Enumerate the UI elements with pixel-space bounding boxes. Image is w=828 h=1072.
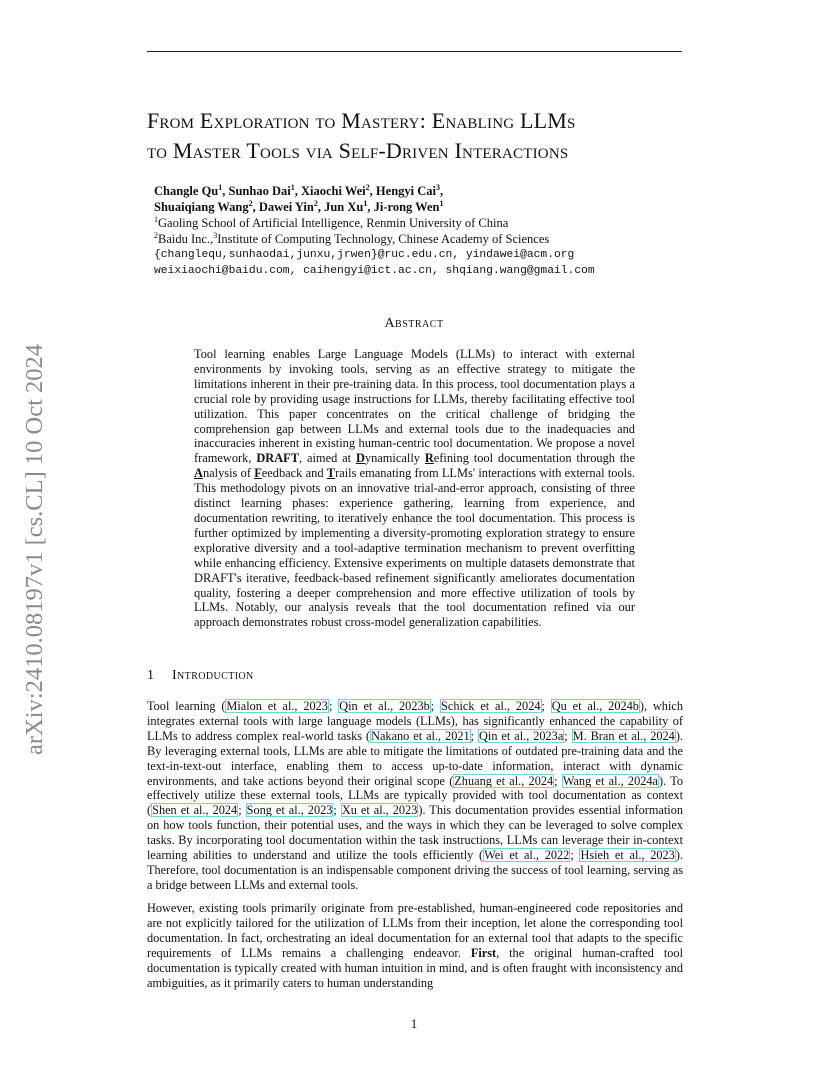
author-name: Dawei Yin xyxy=(258,200,314,214)
author-name: Xiaochi Wei xyxy=(300,184,366,198)
author-name: Sunhao Dai xyxy=(228,184,291,198)
affil-mark: 3 xyxy=(436,182,440,192)
intro-paragraph-2 xyxy=(147,901,683,990)
citation-link[interactable]: Schick et al., 2024 xyxy=(441,699,541,713)
affil-mark: 2 xyxy=(365,182,370,192)
body-text: ; xyxy=(570,848,580,863)
citation-link[interactable]: Shen et al., 2024 xyxy=(152,803,238,818)
email-line-1: {changlequ,sunhaodai,junxu,jrwen}@ruc.edu.cn, yindawei@acm.org xyxy=(154,249,575,261)
body-text: However, existing tools primarily originate from pre-established, human-engineered code repositories and are not explicitly tailored for the utilization of LLMs from their inception, let alone the corresponding tool documentation. In fact, orchestrating an ideal documentation for an external tool that adapts to the specific requirements of LLMs remains a challenging endeavor. xyxy=(147,901,683,960)
body-text: Tool learning ( xyxy=(147,699,226,713)
body-text: ). Therefore, tool documentation is an indispensable component driving the success of tool learning, serving as a bridge between LLMs and external tools. xyxy=(147,848,684,892)
affiliation-text: Baidu Inc., xyxy=(158,232,214,246)
citation-link[interactable]: Qu et al., 2024b xyxy=(551,699,639,713)
body-text: ). This documentation provides essential information on how tools function, their potential uses, and the ways in which they can be leveraged to solve complex tasks. By incorporating tool documentation within the task instructions, LLMs can leverage their in-context learning abilities to understand and utilize the tools efficiently ( xyxy=(147,803,683,863)
author-name: Jun Xu xyxy=(324,200,364,214)
acronym-letter: T xyxy=(326,466,336,481)
body-text: , the original human-crafted tool documentation is typically created with human intuition in mind, and is often fraught with inconsistency and ambiguities, as it primarily caters to human understanding xyxy=(147,945,684,990)
citation-link[interactable]: Zhuang et al., 2024 xyxy=(454,773,554,788)
title-line-2: to Master Tools via Self-Driven Interactions xyxy=(147,138,569,163)
author-line-2: Shuaiqiang Wang$^2$, Dawei Yin$^2$, Jun Xu$^1$, Ji-rong Wen$^1$ xyxy=(154,198,444,214)
citation-link[interactable]: Hsieh et al., 2023 xyxy=(580,848,675,863)
affiliation-text: Gaoling School of Artificial Intelligence, Renmin University of China xyxy=(158,216,509,230)
framework-name: DRAFT xyxy=(256,451,300,466)
abstract-text: , aimed at xyxy=(299,451,356,466)
citation-link[interactable]: Song et al., 2023 xyxy=(246,803,333,818)
citation-link[interactable]: Qin et al., 2023a xyxy=(479,728,564,743)
abstract-text: ynamically xyxy=(364,451,425,466)
citation-link[interactable]: M. Bran et al., 2024 xyxy=(572,728,675,743)
affil-mark: 2 xyxy=(154,230,158,240)
body-text: ; xyxy=(564,728,572,743)
author-line-1: Changle Qu$^1$, Sunhao Dai$^1$, Xiaochi Wei$^2$, Hengyi Cai$^3$, xyxy=(154,182,444,198)
paper-title xyxy=(147,106,707,166)
citation-link[interactable]: Wang et al., 2024a xyxy=(562,773,658,788)
abstract-body xyxy=(194,347,635,630)
abstract-text: rails emanating from LLMs' interactions with external tools. This methodology pivots on an innovative trial-and-error approach, consisting of three distinct learning phases: experience gathering, learning from experience, and documentation rewriting, to iteratively enhance the tool documentation. This process is further optimized by implementing a diversity-promoting exploration strategy to ensure explorative diversity and a tool-adaptive termination mechanism to prevent overfitting while enhancing efficiency. Extensive experiments on multiple datasets demonstrate that DRAFT's iterative, feedback-based refinement significantly ameliorates documentation quality, fostering a deeper comprehension and more effective utilization of tools by LLMs. Notably, our analysis reveals that the tool documentation refined via our approach demonstrates robust cross-model generalization capabilities. xyxy=(194,466,636,630)
body-text: ; xyxy=(430,699,441,713)
abstract-text: nalysis of xyxy=(202,466,255,481)
affil-mark: 1 xyxy=(154,214,158,224)
body-text: ; xyxy=(238,803,246,818)
affiliation-1 xyxy=(154,215,714,231)
affiliation-text: Institute of Computing Technology, Chinese Academy of Sciences xyxy=(217,232,550,246)
body-text: ; xyxy=(333,803,341,818)
abstract-heading: Abstract xyxy=(384,316,444,331)
affil-mark: 3 xyxy=(213,230,218,240)
body-text: ). To effectively utilize these external tools, LLMs are typically provided with tool documentation as context ( xyxy=(147,773,683,818)
affil-mark: 1 xyxy=(363,198,368,208)
title-line-1: From Exploration to Mastery: Enabling LLMs xyxy=(147,108,576,133)
citation-link[interactable]: Qin et al., 2023b xyxy=(339,699,430,713)
citation-link[interactable]: Xu et al., 2023 xyxy=(341,803,418,818)
body-text: ; xyxy=(470,728,479,743)
citation-link[interactable]: Wei et al., 2022 xyxy=(484,848,570,863)
section-title: Introduction xyxy=(172,668,254,683)
author-name: Changle Qu xyxy=(154,184,219,198)
affil-mark: 2 xyxy=(248,198,253,208)
citation-link[interactable]: Nakano et al., 2021 xyxy=(371,728,470,743)
author-name: Ji-rong Wen xyxy=(373,200,440,214)
body-text: ; xyxy=(328,699,339,713)
author-name: Shuaiqiang Wang xyxy=(154,200,249,214)
citation-link[interactable]: Mialon et al., 2023 xyxy=(226,699,328,713)
affil-mark: 1 xyxy=(218,182,223,192)
acronym-letter: R xyxy=(424,451,434,466)
acronym-letter: F xyxy=(254,466,262,481)
acronym-letter: D xyxy=(355,451,365,466)
section-heading xyxy=(147,668,254,684)
body-text: ), which integrates external tools with large language models (LLMs), has significantly enhanced the capability of LLMs to address complex real-world tasks ( xyxy=(147,699,683,743)
abstract-text: eedback and xyxy=(261,466,327,481)
email-line-2: weixiaochi@baidu.com, caihengyi@ict.ac.cn, shqiang.wang@gmail.com xyxy=(154,265,595,277)
section-number: 1 xyxy=(147,668,154,683)
emphasis: First xyxy=(470,945,497,960)
acronym-letter: A xyxy=(194,466,203,481)
body-text: ; xyxy=(554,773,562,788)
intro-paragraph-1 xyxy=(147,699,683,893)
affil-mark: 1 xyxy=(290,182,295,192)
affil-mark: 1 xyxy=(439,198,444,208)
body-text: ). By leveraging external tools, LLMs are able to mitigate the limitations of outdated pre-training data and the text-in-text-out interface, enabling them to access up-to-date information, interact with dynamic environments, and take actions beyond their original scope ( xyxy=(147,728,684,788)
affiliation-2 xyxy=(154,231,714,247)
abstract-text: Tool learning enables Large Language Models (LLMs) to interact with external environments by invoking tools, serving as an effective strategy to mitigate the limitations inherent in their pre-training data. In this process, tool documentation plays a crucial role by providing usage instructions for LLMs, thereby facilitating effective tool utilization. This paper concentrates on the critical challenge of bridging the comprehension gap between LLMs and external tools due to the inadequacies and inaccuracies inherent in existing human-centric tool documentation. We propose a novel framework, xyxy=(194,347,635,466)
top-rule xyxy=(147,51,682,52)
abstract-text: efining tool documentation through the xyxy=(433,451,635,466)
author-name: Hengyi Cai xyxy=(375,184,436,198)
affil-mark: 2 xyxy=(313,198,318,208)
page-number: 1 xyxy=(410,1016,418,1031)
author-block xyxy=(154,183,714,279)
arxiv-identifier: arXiv:2410.08197v1 [cs.CL] 10 Oct 2024 xyxy=(21,344,48,755)
body-text: ; xyxy=(541,699,551,713)
